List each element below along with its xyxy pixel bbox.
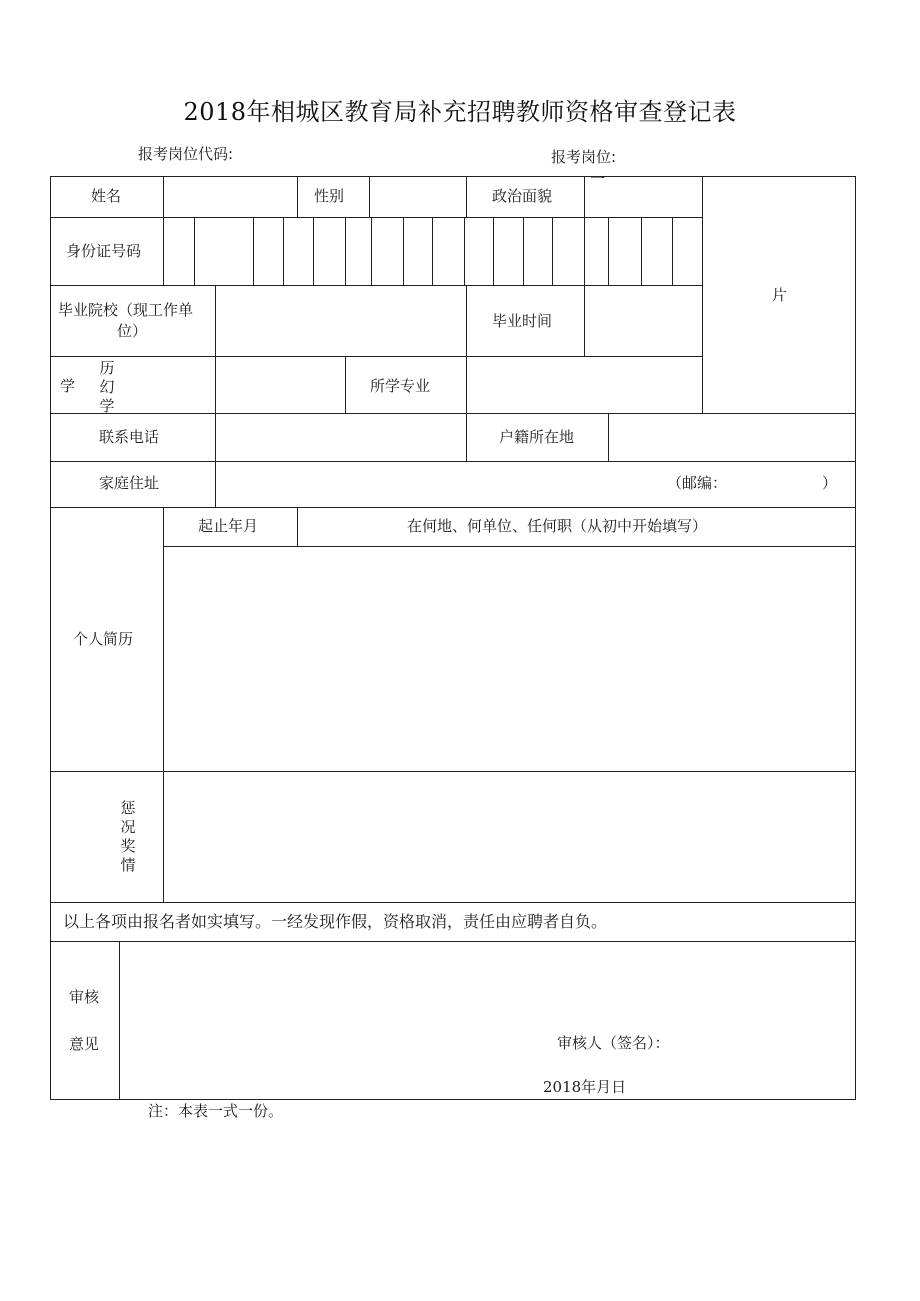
- postcode-close: ）: [822, 474, 838, 492]
- postcode-label: （邮编：: [667, 474, 728, 492]
- position-code-label: 报考岗位代码:: [138, 145, 234, 163]
- phone-input-cell[interactable]: [216, 414, 466, 461]
- reviewer-signature-label: 审核人（签名）：: [557, 1034, 670, 1052]
- declaration-text: 以上各项由报名者如实填写。一经发现作假，资格取消，责任由应聘者自负。: [63, 912, 608, 931]
- awards-input-area[interactable]: [164, 772, 855, 902]
- school-input-cell[interactable]: [216, 286, 466, 356]
- postcode-input-cell[interactable]: [725, 462, 820, 507]
- name-label: 姓名: [91, 187, 122, 205]
- grad-time-label: 毕业时间: [492, 312, 553, 330]
- review-label-line2: 意见: [69, 1035, 100, 1053]
- education-label-left: 学: [60, 377, 76, 395]
- awards-char-2: 况: [120, 818, 136, 836]
- photo-label: 片: [772, 286, 788, 304]
- education-input-cell[interactable]: [216, 357, 345, 413]
- gender-label: 性别: [314, 187, 345, 205]
- review-label-line1: 审核: [69, 988, 100, 1006]
- hukou-input-cell[interactable]: [609, 414, 855, 461]
- school-label-line2: 位）: [117, 322, 148, 340]
- political-status-label: 政治面貌: [492, 187, 553, 205]
- awards-label-stack: [118, 799, 138, 875]
- resume-col-details: 在何地、何单位、任何职（从初中开始填写）: [407, 517, 708, 535]
- education-char-2: 幻: [99, 378, 115, 396]
- awards-char-4: 情: [120, 856, 136, 874]
- phone-label: 联系电话: [99, 428, 160, 446]
- review-opinion-area[interactable]: [120, 942, 855, 1032]
- education-label-stack: [97, 359, 117, 416]
- position-label: 报考岗位:: [551, 148, 617, 166]
- grad-time-input-cell[interactable]: [585, 286, 702, 356]
- footnote: 注：本表一式一份。: [148, 1102, 284, 1120]
- resume-col-period: 起止年月: [198, 517, 259, 535]
- resume-label: 个人简历: [73, 630, 134, 648]
- address-label: 家庭住址: [99, 474, 160, 492]
- review-date: 2018年月日: [543, 1078, 627, 1096]
- resume-input-area[interactable]: [164, 547, 855, 771]
- corner-mark: 一: [590, 170, 606, 188]
- major-input-cell[interactable]: [467, 357, 702, 413]
- name-input-cell[interactable]: [164, 177, 297, 217]
- school-label-line1: 毕业院校（现工作单: [58, 301, 194, 319]
- hukou-label: 户籍所在地: [499, 428, 575, 446]
- awards-char-1: 惩: [120, 799, 136, 817]
- address-input-cell[interactable]: [216, 462, 666, 507]
- reviewer-signature-field[interactable]: [690, 1030, 850, 1056]
- political-status-input-cell[interactable]: [585, 184, 702, 217]
- education-char-1: 历: [99, 359, 115, 377]
- gender-input-cell[interactable]: [370, 177, 466, 217]
- major-label: 所学专业: [370, 377, 431, 395]
- photo-box[interactable]: [703, 177, 855, 413]
- education-char-3: 学: [99, 397, 115, 415]
- form-title: 2018年相城区教育局补充招聘教师资格审查登记表: [183, 98, 737, 126]
- awards-char-3: 奖: [120, 837, 136, 855]
- id-number-label: 身份证号码: [66, 242, 142, 260]
